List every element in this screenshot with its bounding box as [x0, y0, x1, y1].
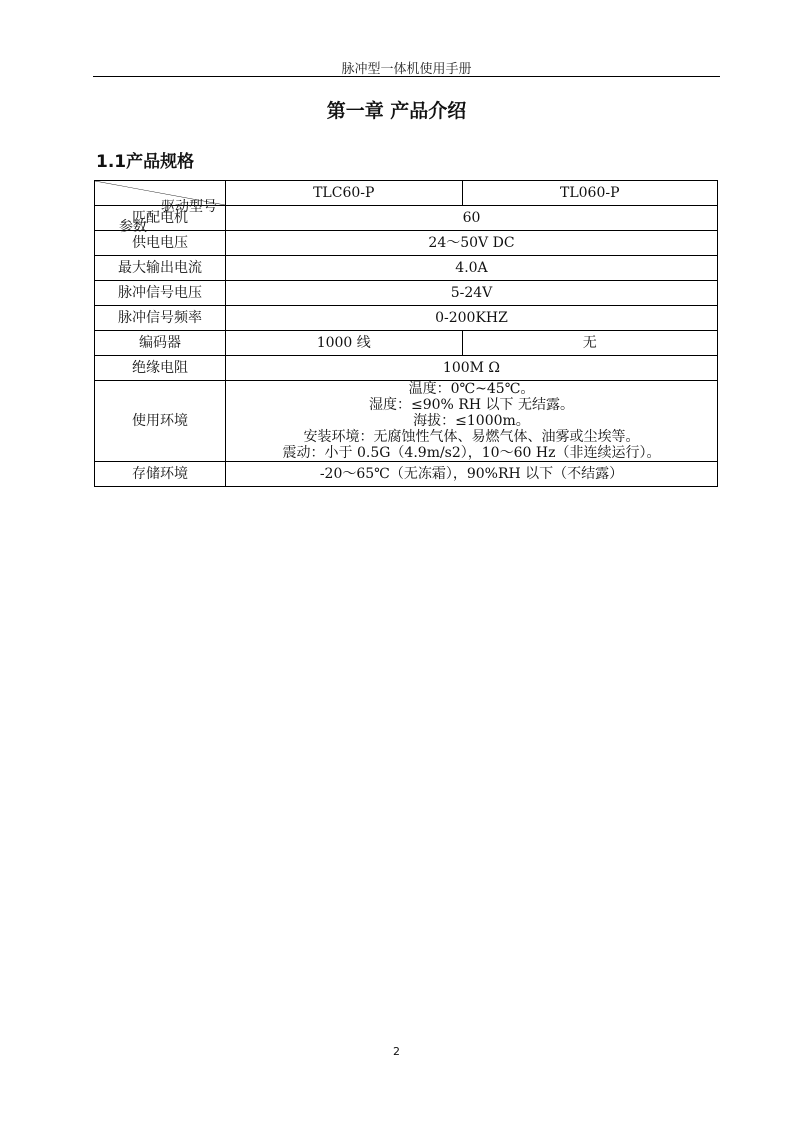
row-label: 供电电压 [95, 231, 226, 256]
corner-label-model: 驱动型号 [160, 199, 217, 215]
table-row [95, 231, 718, 256]
model-header-cell: TL060-P [462, 181, 717, 206]
environment-line: 温度：0℃~45℃。 [408, 381, 535, 397]
page-number: 2 [393, 1045, 400, 1058]
environment-line: 海拔：≤1000m。 [413, 413, 530, 429]
row-value: 5-24V [225, 281, 717, 306]
table-row-storage [95, 462, 718, 487]
row-value: -20～65℃（无冻霜），90%RH 以下（不结露） [225, 462, 717, 487]
table-row [95, 256, 718, 281]
section-title: 1.1产品规格 [96, 152, 195, 172]
row-label: 最大输出电流 [95, 256, 226, 281]
row-label: 匹配电机 [95, 206, 226, 231]
header-rule [93, 76, 720, 77]
row-label: 绝缘电阻 [95, 356, 226, 381]
table-row [95, 281, 718, 306]
model-header-cell: TLC60-P [225, 181, 462, 206]
environment-details [225, 381, 717, 462]
row-label: 编码器 [95, 331, 226, 356]
table-row-environment [95, 381, 718, 462]
environment-line: 震动：小于 0.5G（4.9m/s2），10～60 Hz（非连续运行）。 [282, 445, 661, 461]
corner-label-param: 参数 [119, 219, 147, 235]
table-row [95, 356, 718, 381]
spec-table [94, 180, 718, 487]
table-header-row [95, 181, 718, 206]
row-value: 无 [462, 331, 717, 356]
row-value: 0-200KHZ [225, 306, 717, 331]
row-label: 脉冲信号频率 [95, 306, 226, 331]
page-header: 脉冲型一体机使用手册 [341, 62, 472, 77]
row-value: 24～50V DC [225, 231, 717, 256]
row-value: 1000 线 [225, 331, 462, 356]
chapter-title: 第一章 产品介绍 [326, 100, 467, 122]
row-label: 存储环境 [95, 462, 226, 487]
row-label: 使用环境 [95, 381, 226, 462]
table-row-encoder [95, 331, 718, 356]
table-row [95, 306, 718, 331]
environment-line: 湿度：≤90% RH 以下 无结露。 [369, 397, 574, 413]
row-value: 60 [225, 206, 717, 231]
row-value: 100M Ω [225, 356, 717, 381]
row-label: 脉冲信号电压 [95, 281, 226, 306]
row-value: 4.0A [225, 256, 717, 281]
environment-line: 安装环境：无腐蚀性气体、易燃气体、油雾或尘埃等。 [303, 429, 640, 445]
